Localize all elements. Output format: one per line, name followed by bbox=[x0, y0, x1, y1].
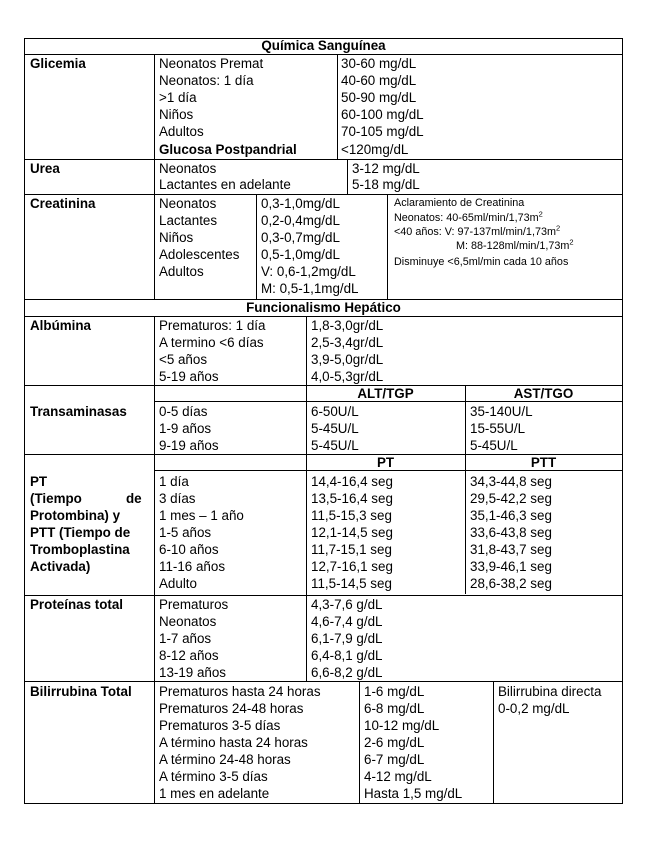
proteinas-age: 13-19 años bbox=[159, 665, 227, 680]
creatinina-age: Niños bbox=[159, 230, 194, 245]
creatinina-age: Lactantes bbox=[159, 213, 218, 228]
trans-age: 1-9 años bbox=[159, 421, 212, 436]
albumina-age: A termino <6 días bbox=[159, 335, 264, 350]
pt-age: 3 días bbox=[159, 491, 196, 506]
clearance-female: M: $88-128ml/\min/1,73m^2$ bbox=[456, 237, 574, 252]
glicemia-age: Neonatos Premat bbox=[159, 56, 264, 71]
proteinas-value: 4,3-7,6 g/dL bbox=[311, 597, 383, 612]
pt-label: (Tiempo bbox=[30, 491, 82, 506]
creatinina-value: 0,3-0,7mg/dL bbox=[261, 230, 340, 245]
glicemia-value: 50-90 mg/dL bbox=[341, 90, 417, 105]
bilirrubina-age: A término 24-48 horas bbox=[159, 752, 291, 767]
glicemia-value: <120mg/dL bbox=[341, 142, 409, 157]
bilirrubina-age: Prematuros hasta 24 horas bbox=[159, 684, 321, 699]
urea-value: 3-12 mg/dL bbox=[352, 161, 420, 176]
trans-age: 9-19 años bbox=[159, 438, 219, 453]
ast-value: 5-45U/L bbox=[470, 438, 518, 453]
proteinas-age: 8-12 años bbox=[159, 648, 219, 663]
creatinina-label: Creatinina bbox=[30, 196, 96, 211]
clearance-neonatos: Neonatos: $40-65ml/\min/1,73m^2$ bbox=[394, 209, 543, 224]
bilirrubina-age: A término 3-5 días bbox=[159, 769, 268, 784]
alt-value: 5-45U/L bbox=[311, 421, 359, 436]
bilirrubina-age: Prematuros 3-5 días bbox=[159, 718, 281, 733]
proteinas-age: 1-7 años bbox=[159, 631, 212, 646]
creatinina-age: Neonatos bbox=[159, 196, 217, 211]
bilirrubina-age: Prematuros 24-48 horas bbox=[159, 701, 304, 716]
creatinina-value: V: 0,6-1,2mg/dL bbox=[261, 264, 356, 279]
ast-value: 35-140U/L bbox=[470, 404, 533, 419]
pt-age: 1-5 años bbox=[159, 525, 212, 540]
pt-label: PTT (Tiempo de bbox=[30, 525, 131, 540]
urea-age: Neonatos bbox=[159, 161, 217, 176]
pt-value: 11,5-15,3 seg bbox=[311, 508, 392, 523]
pt-label: PT bbox=[30, 474, 48, 489]
bilirrubina-value: 6-7 mg/dL bbox=[364, 752, 425, 767]
pt-value: 13,5-16,4 seg bbox=[311, 491, 393, 506]
pt-age: 11-16 años bbox=[159, 559, 226, 574]
albumina-value: 2,5-3,4gr/dL bbox=[311, 335, 384, 350]
creatinina-age: Adolescentes bbox=[159, 247, 240, 262]
alt-value: 5-45U/L bbox=[311, 438, 359, 453]
clearance-male: <40 años: V: $97-137ml/\min/1,73m^2$ bbox=[394, 223, 561, 238]
pt-age: 1 mes – 1 año bbox=[159, 508, 244, 523]
bilirrubina-label: Bilirrubina Total bbox=[30, 684, 132, 699]
albumina-age: <5 años bbox=[159, 352, 208, 367]
glicemia-value: 40-60 mg/dL bbox=[341, 73, 417, 88]
creatinina-value: 0,3-1,0mg/dL bbox=[261, 196, 340, 211]
glicemia-label: Glicemia bbox=[30, 56, 86, 71]
urea-age: Lactantes en adelante bbox=[159, 177, 291, 192]
urea-label: Urea bbox=[30, 161, 60, 176]
pt-age: 1 día bbox=[159, 474, 189, 489]
bilirrubina-value: 2-6 mg/dL bbox=[364, 735, 425, 750]
trans-age: 0-5 días bbox=[159, 404, 208, 419]
pt-age: 6-10 años bbox=[159, 542, 219, 557]
bilirrubina-age: 1 mes en adelante bbox=[159, 786, 270, 801]
proteinas-value: 4,6-7,4 g/dL bbox=[311, 614, 383, 629]
ptt-value: 29,5-42,2 seg bbox=[470, 491, 552, 506]
creatinina-value: 0,2-0,4mg/dL bbox=[261, 213, 340, 228]
proteinas-age: Prematuros bbox=[159, 597, 229, 612]
reference-values-table bbox=[24, 38, 623, 803]
glicemia-value: 70-105 mg/dL bbox=[341, 124, 424, 139]
ptt-header: PTT bbox=[530, 455, 557, 470]
pt-value: 14,4-16,4 seg bbox=[311, 474, 393, 489]
glicemia-value: 60-100 mg/dL bbox=[341, 107, 424, 122]
creatinina-value: M: 0,5-1,1mg/dL bbox=[261, 281, 359, 296]
quimica-section-title: Química Sanguínea bbox=[261, 38, 386, 53]
clearance-title: Aclaramiento de Creatinina bbox=[394, 197, 525, 209]
albumina-value: 4,0-5,3gr/dL bbox=[311, 369, 384, 384]
pt-value: 12,1-14,5 seg bbox=[311, 525, 393, 540]
ptt-value: 35,1-46,3 seg bbox=[470, 508, 552, 523]
ptt-value: 33,6-43,8 seg bbox=[470, 525, 552, 540]
pt-label: Protombina) y bbox=[30, 508, 121, 523]
glicemia-value: 30-60 mg/dL bbox=[341, 56, 417, 71]
albumina-age: Prematuros: 1 día bbox=[159, 318, 266, 333]
pt-value: 12,7-16,1 seg bbox=[311, 559, 393, 574]
proteinas-value: 6,4-8,1 g/dL bbox=[311, 648, 383, 663]
proteinas-age: Neonatos bbox=[159, 614, 217, 629]
alt-header: ALT/TGP bbox=[357, 386, 414, 401]
pt-label: Tromboplastina bbox=[30, 542, 130, 557]
alt-value: 6-50U/L bbox=[311, 404, 359, 419]
ptt-value: 33,9-46,1 seg bbox=[470, 559, 552, 574]
bilirrubina-directa-label: Bilirrubina directa bbox=[498, 684, 602, 699]
creatinina-age: Adultos bbox=[159, 264, 204, 279]
albumina-value: 3,9-5,0gr/dL bbox=[311, 352, 384, 367]
bilirrubina-directa-value: 0-0,2 mg/dL bbox=[498, 701, 570, 716]
albumina-label: Albúmina bbox=[30, 318, 92, 333]
pt-label: Activada) bbox=[30, 559, 91, 574]
glicemia-age: >1 día bbox=[159, 90, 197, 105]
ptt-value: 34,3-44,8 seg bbox=[470, 474, 552, 489]
bilirrubina-age: A término hasta 24 horas bbox=[159, 735, 308, 750]
bilirrubina-value: 10-12 mg/dL bbox=[364, 718, 440, 733]
ast-header: AST/TGO bbox=[513, 386, 574, 401]
transaminasas-label: Transaminasas bbox=[30, 404, 127, 419]
ptt-value: 31,8-43,7 seg bbox=[470, 542, 552, 557]
albumina-age: 5-19 años bbox=[159, 369, 219, 384]
proteinas-value: 6,1-7,9 g/dL bbox=[311, 631, 383, 646]
glicemia-age: Glucosa Postpandrial bbox=[159, 142, 297, 157]
bilirrubina-value: Hasta 1,5 mg/dL bbox=[364, 786, 463, 801]
creatinina-value: 0,5-1,0mg/dL bbox=[261, 247, 340, 262]
ptt-value: 28,6-38,2 seg bbox=[470, 576, 552, 591]
pt-value: 11,7-15,1 seg bbox=[311, 542, 392, 557]
urea-value: 5-18 mg/dL bbox=[352, 177, 420, 192]
albumina-value: 1,8-3,0gr/dL bbox=[311, 318, 384, 333]
pt-header: PT bbox=[376, 455, 395, 470]
pt-age: Adulto bbox=[159, 576, 197, 591]
proteinas-label: Proteínas total bbox=[30, 597, 124, 612]
bilirrubina-value: 6-8 mg/dL bbox=[364, 701, 425, 716]
ast-value: 15-55U/L bbox=[470, 421, 526, 436]
glicemia-age: Neonatos: 1 día bbox=[159, 73, 254, 88]
pt-label: de bbox=[126, 491, 142, 506]
bilirrubina-value: 4-12 mg/dL bbox=[364, 769, 432, 784]
glicemia-age: Adultos bbox=[159, 124, 204, 139]
proteinas-value: 6,6-8,2 g/dL bbox=[311, 665, 383, 680]
bilirrubina-value: 1-6 mg/dL bbox=[364, 684, 425, 699]
hepatico-section-title: Funcionalismo Hepático bbox=[246, 300, 401, 315]
glicemia-age: Niños bbox=[159, 107, 194, 122]
clearance-note: Disminuye <6,5ml/min cada 10 años bbox=[394, 256, 569, 268]
pt-value: 11,5-14,5 seg bbox=[311, 576, 392, 591]
